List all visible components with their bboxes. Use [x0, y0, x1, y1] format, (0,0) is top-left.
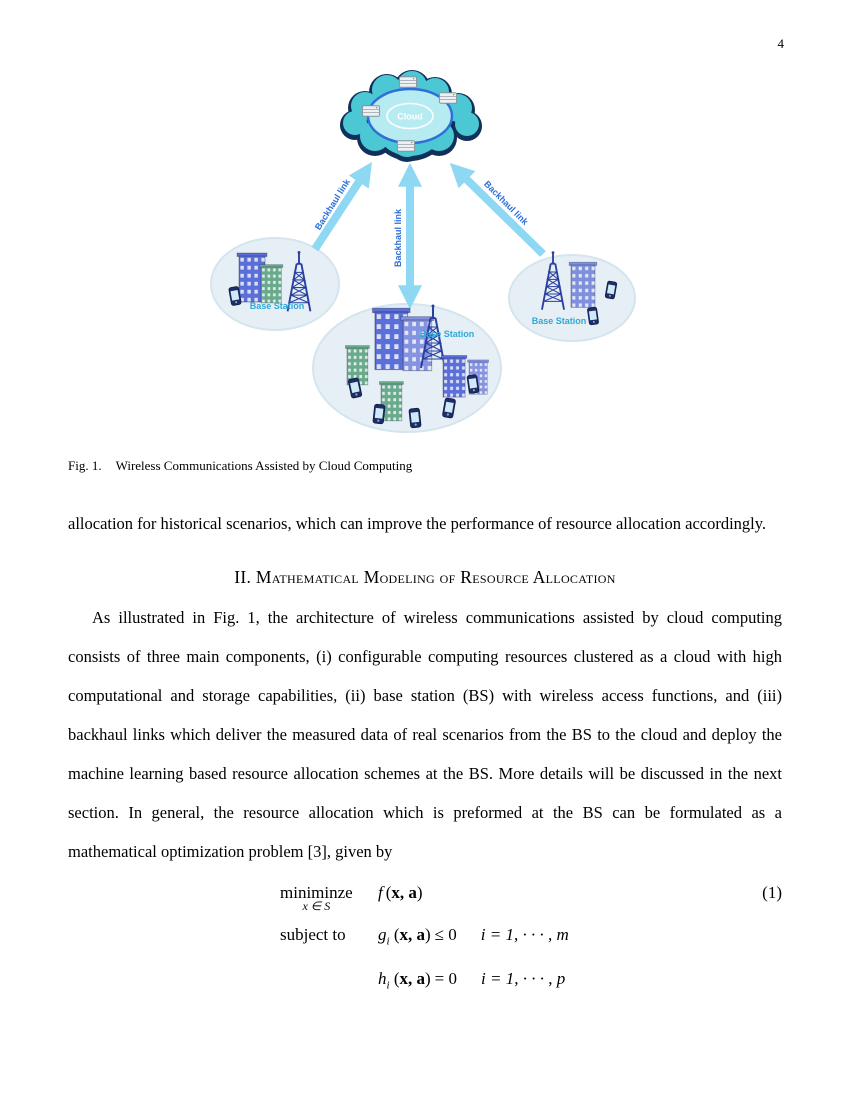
- left-paren: (: [393, 969, 400, 989]
- figure: [0, 0, 850, 444]
- cloud-icon: [340, 70, 482, 162]
- constraint-2-expression: [378, 969, 565, 991]
- building-icon: [569, 262, 597, 307]
- constraint-2-subscript: i: [386, 979, 390, 992]
- backhaul-link-label-left: Backhaul link: [312, 177, 353, 232]
- figure-caption-label: Fig. 1.: [68, 458, 102, 473]
- figure-caption-text: Wireless Communications Assisted by Cloud Computing: [115, 458, 413, 473]
- minimize-label: miniminze: [280, 883, 353, 902]
- phone-icon: [373, 404, 385, 424]
- objective-function-symbol: f: [378, 883, 383, 902]
- right-paren: ): [424, 969, 431, 989]
- backhaul-link-label-right: Backhaul link: [482, 178, 531, 227]
- server-icon: [362, 106, 379, 116]
- cloud-label: Cloud: [397, 111, 423, 122]
- backhaul-arrow-right: [455, 168, 543, 254]
- phone-icon: [587, 307, 599, 325]
- constraint-2-variables: x, a: [399, 969, 425, 989]
- constraint-1-subscript: i: [386, 935, 390, 948]
- objective-expression: [378, 883, 423, 903]
- building-icon: [259, 265, 282, 303]
- section-heading: II. Mathematical Modeling of Resource Allocation: [234, 567, 616, 587]
- base-station-label-middle: Base Station: [419, 329, 475, 339]
- left-paren: (: [385, 883, 392, 902]
- equation-number: (1): [762, 883, 782, 902]
- server-icon: [397, 141, 414, 151]
- equation-row-constraint-1: [0, 925, 850, 947]
- phone-icon: [409, 408, 421, 428]
- constraint-1-function-symbol: g: [378, 925, 387, 944]
- left-paren: (: [393, 925, 400, 944]
- constraint-1-variables: x, a: [399, 925, 425, 944]
- constraint-2-function-symbol: h: [378, 969, 387, 989]
- base-station-label-right: Base Station: [531, 316, 587, 326]
- backhaul-link-label-middle: Backhaul link: [393, 208, 403, 268]
- minimize-subscript: x ∈ S: [302, 899, 331, 913]
- intro-paragraph: allocation for historical scenarios, which can improve the performance of resource allocation accordingly.: [68, 514, 767, 533]
- constraint-1-expression: [378, 925, 569, 947]
- constraint-2-index-range: i = 1, · · · , p: [481, 969, 566, 989]
- constraint-2-relation: = 0: [434, 969, 457, 989]
- equation-row-objective: [0, 883, 850, 913]
- server-icon: [439, 93, 456, 103]
- page-number: 4: [777, 36, 784, 51]
- constraint-1-relation: ≤ 0: [434, 925, 457, 944]
- main-paragraph: As illustrated in Fig. 1, the architecture of wireless communications assisted by cloud computing consists of three main components, (i) configurable computing resources clustered as a cloud with high computational and storage capabilities, (ii) base station (BS) with wireless access functions, and (iii) backhaul links which deliver the measured data of real scenarios from the BS to the cloud and deploy the machine learning based resource allocation schemes at the BS. More details will be discussed in the next section. In general, the resource allocation which is preformed at the BS can be formulated as a mathematical optimization problem [3], given by: [68, 608, 782, 861]
- figure-caption: [68, 458, 782, 474]
- constraint-1-index-range: i = 1, · · · , m: [480, 925, 569, 944]
- phone-icon: [467, 374, 479, 393]
- figure-diagram: [125, 66, 725, 444]
- equation-block: [0, 883, 850, 992]
- server-icon: [399, 77, 416, 87]
- building-icon: [441, 355, 467, 397]
- objective-variables: x, a: [391, 883, 417, 902]
- right-paren: ): [424, 925, 431, 944]
- right-paren: ): [416, 883, 423, 902]
- minimize-operator: [280, 883, 378, 913]
- subject-to-label: subject to: [280, 925, 346, 944]
- base-station-label-left: Base Station: [249, 301, 305, 311]
- equation-row-constraint-2: [0, 969, 850, 991]
